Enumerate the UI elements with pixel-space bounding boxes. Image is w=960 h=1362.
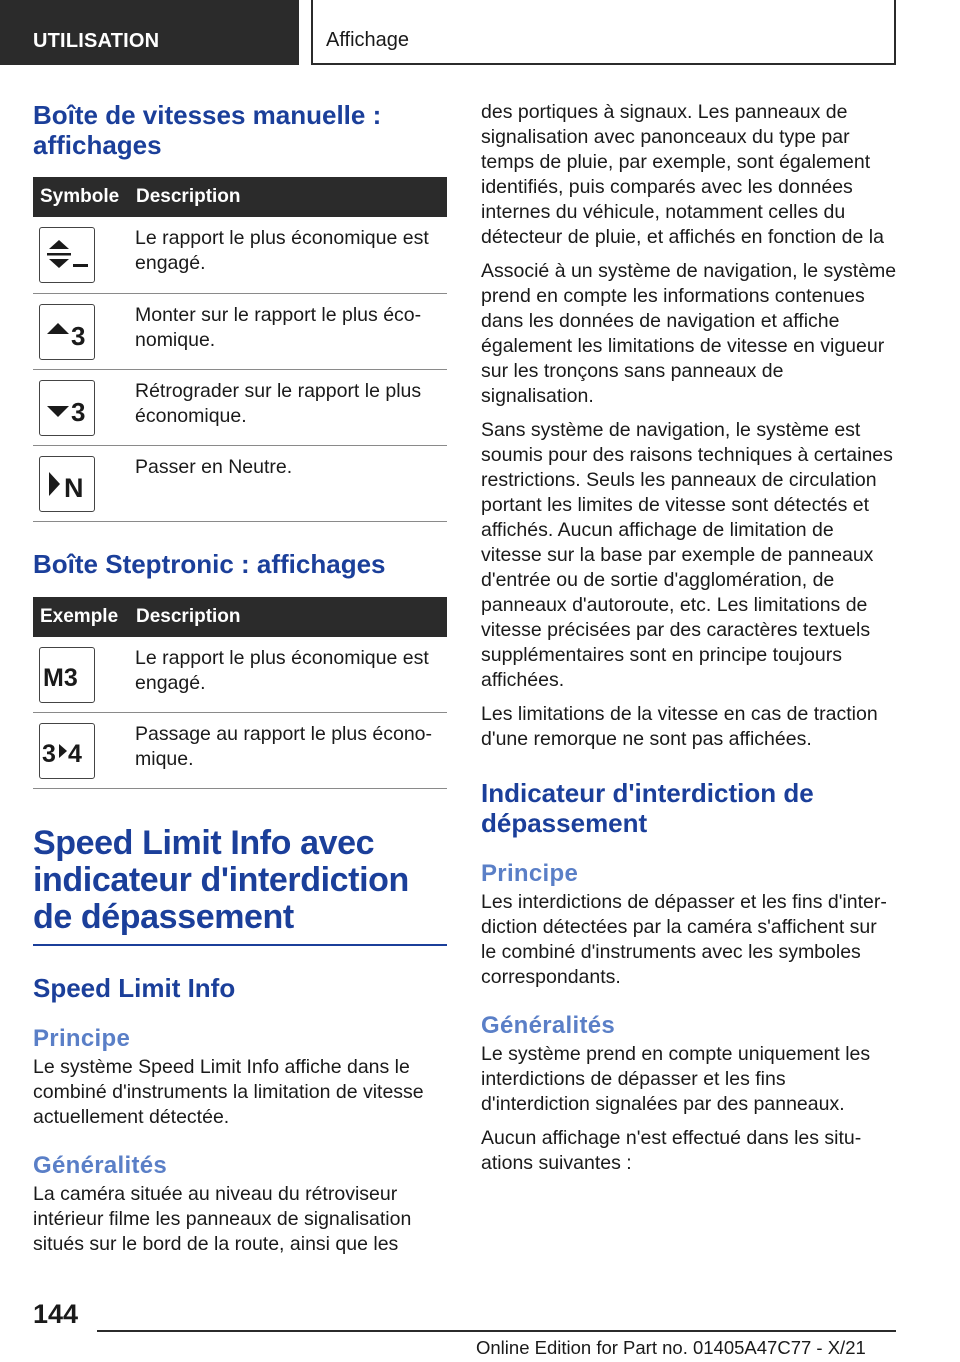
principe-paragraph: Le système Speed Limit Info affiche dans le combiné d'instruments la limitation de vitesse actuellement détectée. — [33, 1056, 424, 1128]
manual-gearbox-heading: Boîte de vitesses manuelle : affichages — [33, 100, 382, 160]
row-description: Rétrograder sur le rapport le plus économique. — [129, 369, 447, 445]
row-description: Le rapport le plus économique est engagé. — [129, 637, 447, 713]
overtaking-generalites-paragraph: Le système prend en compte uniquement les interdictions de dépasser et les fins d'interdiction signalées par des panneaux. — [481, 1043, 871, 1115]
steptronic-heading: Boîte Steptronic : affichages — [33, 548, 386, 579]
svg-text:4: 4 — [68, 740, 82, 768]
continuation-paragraph-top — [481, 100, 897, 250]
overtaking-principe-heading: Principe — [481, 860, 579, 887]
table-row — [33, 713, 447, 789]
no-navigation-paragraph: Sans système de navigation, le système est soumis pour des raisons techniques à certaines restrictions. Seuls les panneaux de circulation portant les limites de vitesse sont détectés et affichés. Aucun affichage de limitation de vitesse sur la base par exemple de panneaux d'entrée ou de sortie d'agglomération, de panneaux d'autoroute, etc. Les limitations de vitesse précisées par des caractères textuels supplémentaires sont en principe toujours affichées. — [481, 419, 893, 691]
row-description: Passer en Neutre. — [129, 445, 447, 521]
shift-3-to-4-icon — [39, 723, 95, 779]
column-header-symbol: Symbole — [33, 177, 129, 217]
left-column — [33, 100, 447, 1257]
header-section-label: UTILISATION — [33, 30, 160, 52]
neutral-n-icon — [39, 456, 95, 512]
svg-text:3: 3 — [71, 320, 86, 351]
page-number: 144 — [33, 1299, 79, 1329]
generalites-continuation: des portiques à signaux. Les panneaux de signalisation avec panonceaux du type par temps de pluie, par exemple, sont également identifiés, puis comparés avec les données internes du véhicule, notamment celles du détecteur de pluie, et affichés en fonction de la — [481, 101, 884, 248]
table-row — [33, 637, 447, 713]
overtaking-principe-paragraph: Les interdictions de dépasser et les fins d'interdiction détectées par la caméra s'affichent sur le combiné d'instruments avec les symboles correspondants. — [481, 891, 887, 988]
table-row — [33, 293, 447, 369]
speed-limit-info-heading: Speed Limit Info — [33, 973, 236, 1003]
speed-limit-heading: Speed Limit Info avec indicateur d'interdiction de dépassement — [33, 825, 447, 946]
footer-divider — [97, 1330, 896, 1332]
edition-note: Online Edition for Part no. 01405A47C77 - X/21 — [476, 1337, 866, 1358]
upshift-3-icon — [39, 304, 95, 360]
row-description: Passage au rapport le plus économique. — [129, 713, 447, 789]
overtaking-heading: Indicateur d'interdiction de dépassement — [481, 778, 814, 838]
header-section-tab — [0, 0, 299, 65]
row-description: Le rapport le plus économique est engagé. — [129, 217, 447, 293]
column-header-example: Exemple — [33, 597, 129, 637]
gear-optimal-icon — [39, 227, 95, 283]
generalites-paragraph: La caméra située au niveau du rétroviseur intérieur filme les panneaux de signalisation situés sur le bord de la route, ainsi que les — [33, 1183, 412, 1255]
navigation-paragraph: Associé à un système de navigation, le système prend en compte les informations contenues dans les données de navigation et affiche également les limitations de vitesse en vigueur sur les tronçons sans panneaux de signalisation. — [481, 260, 897, 407]
svg-text:M3: M3 — [43, 663, 78, 692]
overtaking-situations-paragraph: Aucun affichage n'est effectué dans les situations suivantes : — [481, 1127, 862, 1174]
downshift-3-icon — [39, 380, 95, 436]
header-topic-tab — [311, 0, 896, 65]
table-row — [33, 369, 447, 445]
column-header-description: Description — [129, 177, 447, 217]
header-topic-label: Affichage — [326, 29, 410, 51]
svg-text:N: N — [64, 472, 84, 503]
steptronic-table — [33, 597, 447, 790]
table-row — [33, 445, 447, 521]
principe-heading: Principe — [33, 1025, 131, 1052]
generalites-heading: Généralités — [33, 1152, 168, 1179]
overtaking-generalites-heading: Généralités — [481, 1012, 616, 1039]
row-description: Monter sur le rapport le plus économique. — [129, 293, 447, 369]
table-row — [33, 217, 447, 293]
svg-text:3: 3 — [42, 740, 56, 768]
manual-gearbox-table — [33, 177, 447, 522]
right-column — [481, 100, 897, 1176]
trailer-paragraph: Les limitations de la vitesse en cas de traction d'une remorque ne sont pas affichées. — [481, 703, 878, 750]
svg-text:3: 3 — [71, 396, 86, 427]
column-header-description: Description — [129, 597, 447, 637]
m3-icon — [39, 647, 95, 703]
